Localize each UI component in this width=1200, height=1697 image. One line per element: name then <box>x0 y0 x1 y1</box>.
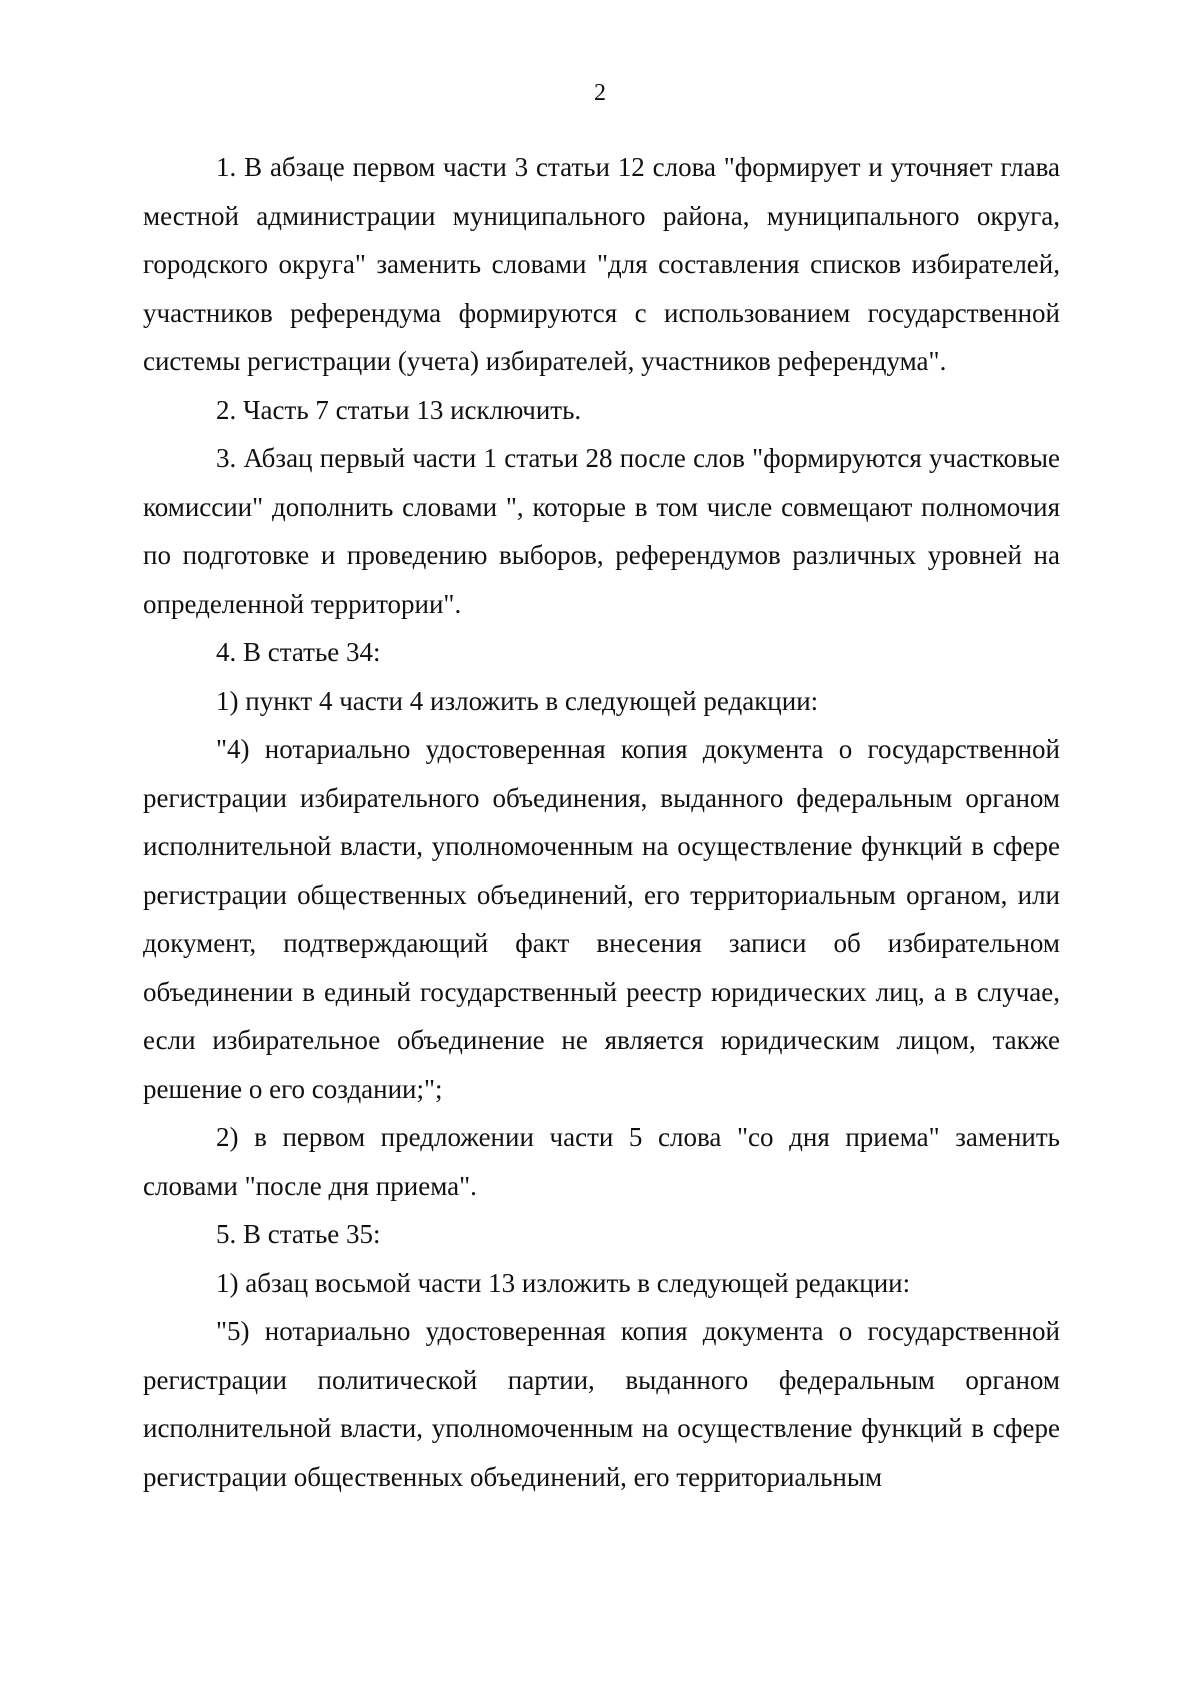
paragraph-item-2-article-13: 2. Часть 7 статьи 13 исключить. <box>216 394 582 425</box>
paragraph-quoted-point-4: "4) нотариально удостоверенная копия документа о государственной регистрации избирательного объединения, выданного федеральным органом исполнительной власти, уполномоченным на осуществление функций в сфере регистрации общественных объединений, его территориальным органом, или документ, подтверждающий факт внесения записи об избирательном объединении в единый государственный реестр юридических лиц, а в случае, если избирательное объединение не является юридическим лицом, также решение о его создании;"; <box>143 734 1060 1104</box>
paragraph-item-1-article-12: 1. В абзаце первом части 3 статьи 12 слова "формирует и уточняет глава местной администрации муниципального района, муниципального округа, городского округа" заменить словами "для составления списков избирателей, участников референдума формируются с использованием государственной системы регистрации (учета) избирателей, участников референдума". <box>143 152 1060 376</box>
paragraph-item-4-article-34: 4. В статье 34: <box>216 637 381 667</box>
paragraph-item-5-article-35: 5. В статье 35: <box>216 1219 381 1249</box>
paragraph-subitem-34-1: 1) пункт 4 части 4 изложить в следующей редакции: <box>216 685 819 716</box>
paragraph-item-3-article-28: 3. Абзац первый части 1 статьи 28 после слов "формируются участковые комиссии" дополнить словами ", которые в том числе совмещают полномочия по подготовке и проведению выборов, референдумов различных уровней на определенной территории". <box>143 443 1060 619</box>
document-body <box>143 143 1060 1501</box>
page-number: 2 <box>594 80 606 106</box>
paragraph-subitem-35-1: 1) абзац восьмой части 13 изложить в следующей редакции: <box>216 1267 911 1298</box>
paragraph-subitem-34-2: 2) в первом предложении части 5 слова "со дня приема" заменить словами "после дня приема". <box>143 1122 1060 1201</box>
paragraph-quoted-point-5: "5) нотариально удостоверенная копия документа о государственной регистрации политической партии, выданного федеральным органом исполнительной власти, уполномоченным на осуществление функций в сфере регистрации общественных объединений, его территориальным <box>143 1316 1060 1492</box>
